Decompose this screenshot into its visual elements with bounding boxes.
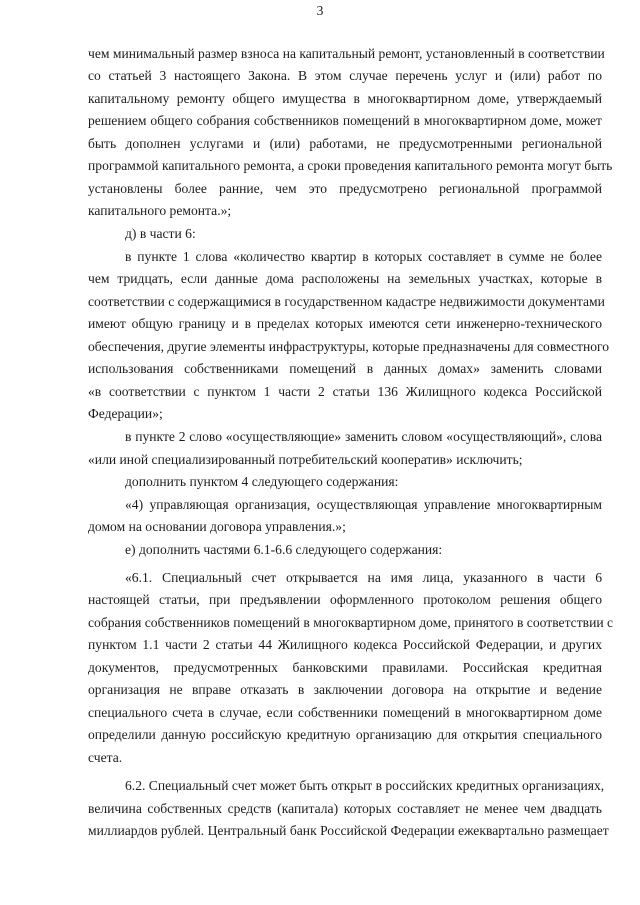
text-line: чем тридцать, если данные дома расположены на земельных участках, которые в xyxy=(88,271,602,286)
text-line: настоящей статьи, при предъявлении оформленного протоколом решения общего xyxy=(88,592,602,607)
text-line: в пункте 2 слово «осуществляющие» заменить словом «осуществляющий», слова xyxy=(125,429,602,444)
text-line: величина собственных средств (капитала) которых составляет не менее чем двадцать xyxy=(88,801,602,816)
text-line: документов, предусмотренных банковскими правилами. Российская кредитная xyxy=(88,660,602,675)
text-line: решением общего собрания собственников помещений в многоквартирном доме, может xyxy=(88,113,602,128)
text-line: чем минимальный размер взноса на капитальный ремонт, установленный в соответствии xyxy=(88,46,605,61)
page-number: 3 xyxy=(316,3,324,18)
text-line: 6.2. Специальный счет может быть открыт в российских кредитных организациях, xyxy=(125,778,605,793)
text-line: собрания собственников помещений в многоквартирном доме, принятого в соответствии с xyxy=(88,615,614,630)
text-line: домом на основании договора управления.»; xyxy=(88,519,346,534)
text-line: Федерации»; xyxy=(88,406,163,421)
text-line: е) дополнить частями 6.1-6.6 следующего содержания: xyxy=(125,542,443,557)
text-line: капитальному ремонту общего имущества в многоквартирном доме, утверждаемый xyxy=(88,91,602,106)
text-line: со статьей 3 настоящего Закона. В этом случае перечень услуг и (или) работ по xyxy=(88,68,602,83)
text-line: «или иной специализированный потребительский кооператив» исключить; xyxy=(88,452,523,467)
text-line: специального счета в случае, если собственники помещений в многоквартирном доме xyxy=(88,705,602,720)
text-line: использования собственниками помещений в данных домах» заменить словами xyxy=(88,361,602,376)
text-line: программой капитального ремонта, а сроки проведения капитального ремонта могут быть xyxy=(88,158,613,173)
text-line: организация не вправе отказать в заключении договора на открытие и ведение xyxy=(88,682,602,697)
text-line: д) в части 6: xyxy=(125,226,196,241)
text-line: соответствии с содержащимися в государственном кадастре недвижимости документами xyxy=(88,294,605,309)
text-line: капитального ремонта.»; xyxy=(88,203,232,218)
text-line: «в соответствии с пунктом 1 части 2 статьи 136 Жилищного кодекса Российской xyxy=(88,384,602,399)
text-line: «4) управляющая организация, осуществляющая управление многоквартирным xyxy=(125,497,602,512)
text-line: миллиардов рублей. Центральный банк Российской Федерации ежеквартально размещает xyxy=(88,823,609,838)
text-line: быть дополнен услугами и (или) работами, не предусмотренными региональной xyxy=(88,136,602,151)
text-line: обеспечения, другие элементы инфраструктуры, которые предназначены для совместного xyxy=(88,339,610,354)
text-line: установлены более ранние, чем это предусмотрено региональной программой xyxy=(88,181,602,196)
text-line: имеют общую границу и в пределах которых имеются сети инженерно-технического xyxy=(88,316,602,331)
text-line: в пункте 1 слова «количество квартир в которых составляет в сумме не более xyxy=(125,249,602,264)
text-line: счета. xyxy=(88,750,123,765)
text-line: «6.1. Специальный счет открывается на имя лица, указанного в части 6 xyxy=(125,570,602,585)
text-line: пунктом 1.1 части 2 статьи 44 Жилищного кодекса Российской Федерации, и других xyxy=(88,637,602,652)
text-line: дополнить пунктом 4 следующего содержания: xyxy=(125,474,399,489)
text-line: определили данную российскую кредитную организацию для открытия специального xyxy=(88,727,602,742)
